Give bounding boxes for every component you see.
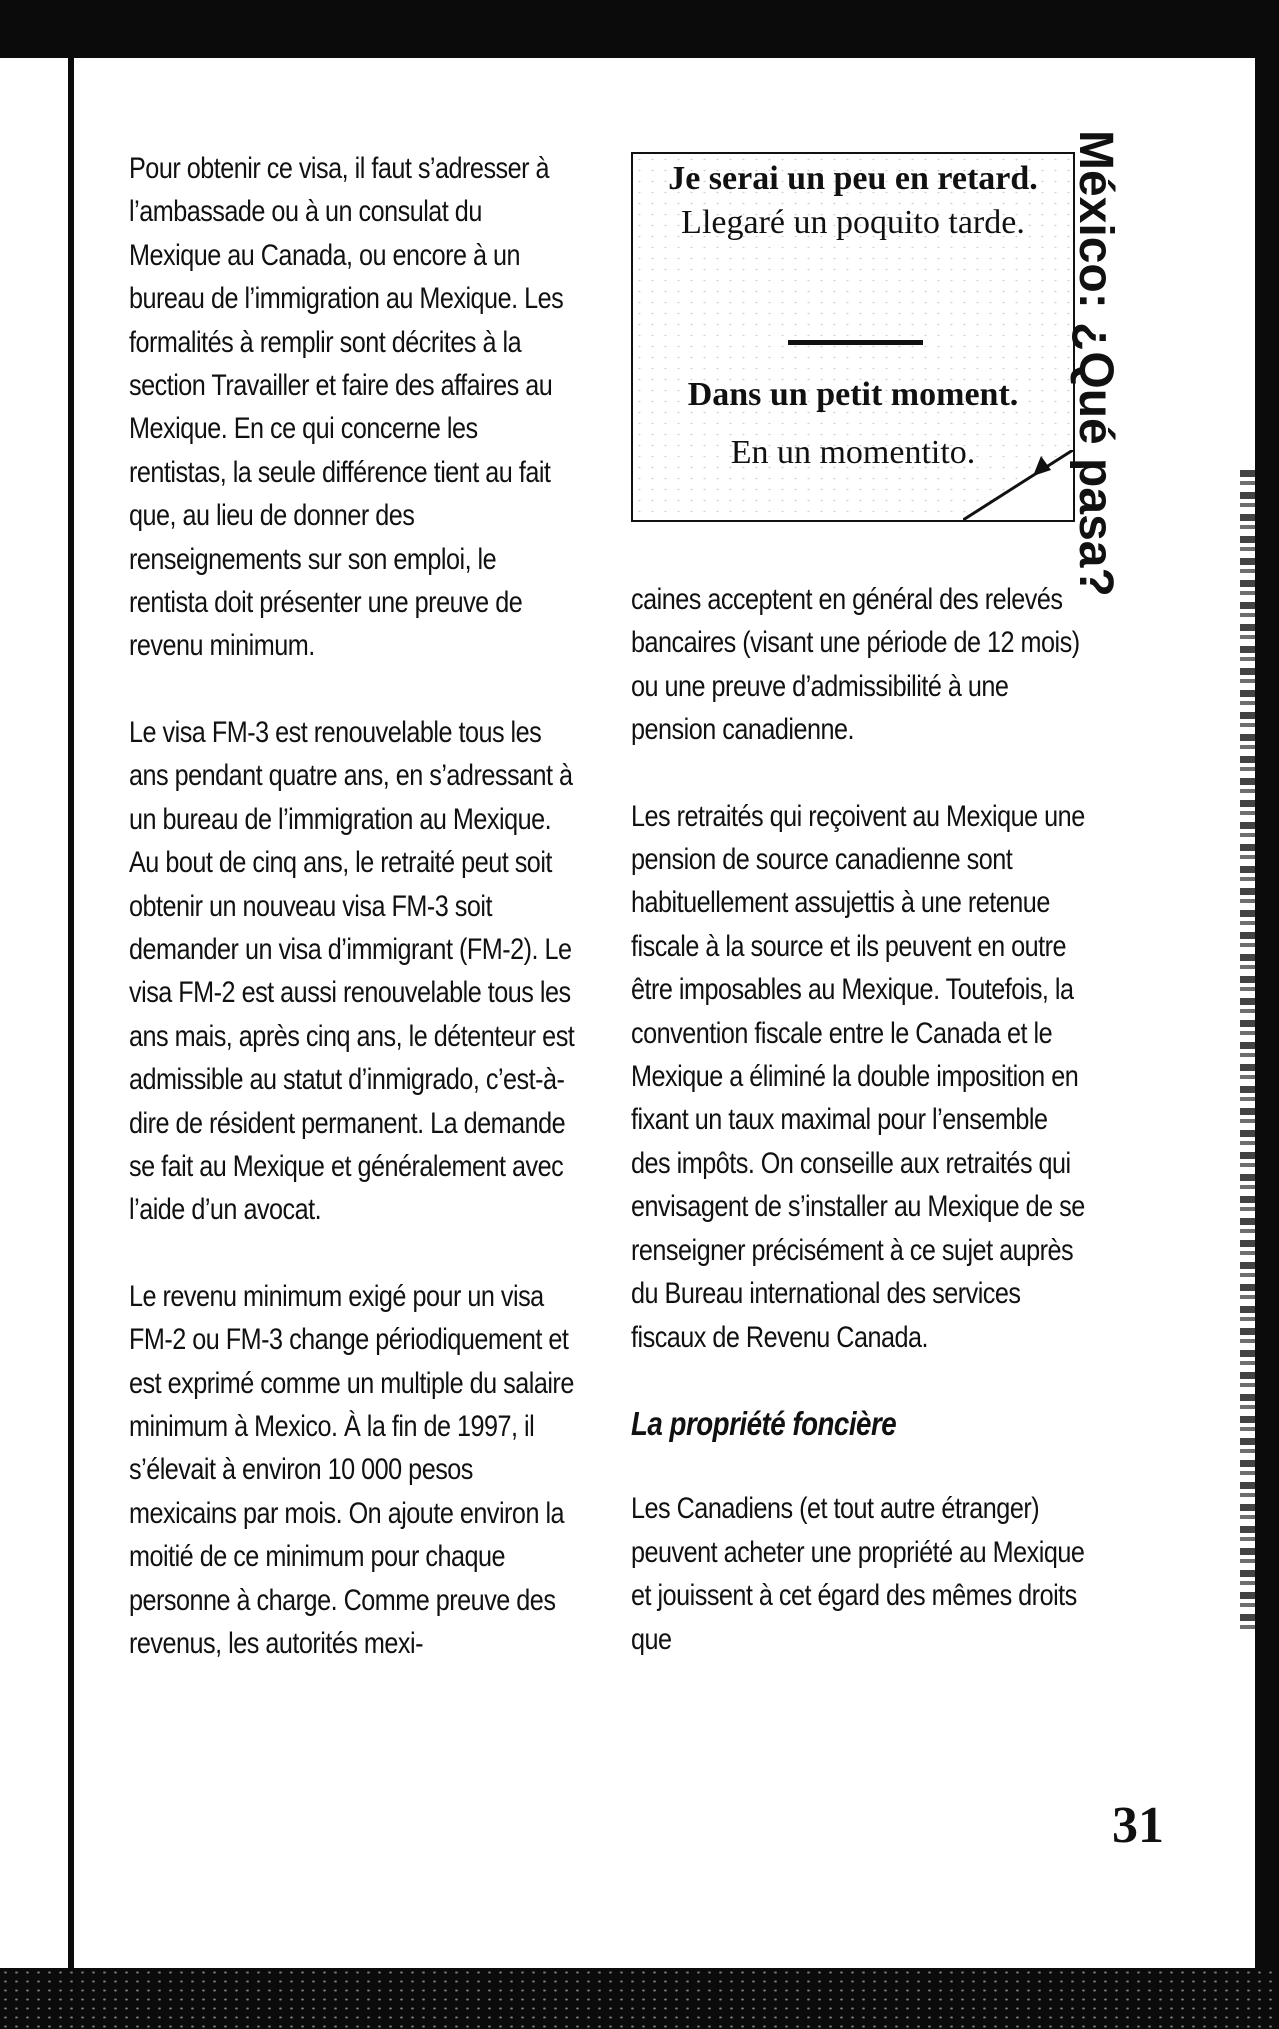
scan-right-border: [1255, 58, 1279, 1968]
page-number: 31: [1112, 1797, 1164, 1854]
phrase-spanish-late: Llegaré un poquito tarde.: [681, 204, 1025, 241]
page-edge-texture: [1240, 470, 1255, 1630]
paragraph-property-rights: Les Canadiens (et tout autre étranger) peuvent acheter une propriété au Mexique et jouissent à cet égard des mêmes droits que: [631, 1492, 1085, 1656]
right-text-column: [631, 578, 1089, 1704]
phrase-box: [631, 152, 1075, 522]
phrase-divider: [788, 340, 923, 345]
phrase-french-late: Je serai un peu en retard.: [668, 160, 1038, 197]
paragraph-pension-tax: Les retraités qui reçoivent au Mexique une pension de source canadienne sont habituellement assujettis à une retenue fiscale à la source et ils peuvent en outre être imposables au Mexique. Toutefois, la convention fiscale entre le Canada et le Mexique a éliminé la double imposition en fixant un taux maximal pour l’ensemble des impôts. On conseille aux retraités qui envisagent de s’installer au Mexique de se renseigner précisément à ce sujet auprès du Bureau international des services fiscaux de Revenu Canada.: [631, 799, 1085, 1354]
left-margin-rule: [68, 58, 74, 1968]
phrase-spanish-moment: En un momentito.: [730, 434, 976, 471]
paragraph-income-proof: caines acceptent en général des relevés bancaires (visant une période de 12 mois) ou une preuve d’admissibilité à une pension canadienne.: [631, 583, 1080, 747]
phrase-french-moment: Dans un petit moment.: [687, 376, 1019, 413]
running-section-title: México: ¿Qué pasa?: [1069, 130, 1122, 597]
page-curl-icon: [963, 450, 1073, 520]
left-text-column: [129, 147, 578, 1708]
paragraph-visa-application: Pour obtenir ce visa, il faut s’adresser à l’ambassade ou à un consulat du Mexique au Canada, ou encore à un bureau de l’immigration au Mexique. Les formalités à remplir sont décrites à la section Travailler et faire des affaires au Mexique. En ce qui concerne les rentistas, la seule différence tient au fait que, au lieu de donner des renseignements sur son emploi, le rentista doit présenter une preuve de revenu minimum.: [129, 152, 564, 663]
section-heading-property: La propriété foncière: [631, 1404, 897, 1442]
scan-top-border: [0, 0, 1279, 58]
paragraph-minimum-income: Le revenu minimum exigé pour un visa FM-2 ou FM-3 change périodiquement et est exprimé comme un multiple du salaire minimum à Mexico. À la fin de 1997, il s’élevait à environ 10 000 pesos mexicains par mois. On ajoute environ la moitié de ce minimum pour chaque personne à charge. Comme preuve des revenus, les autorités mexi-: [129, 1279, 574, 1660]
scan-bottom-border: [0, 1968, 1279, 2029]
paragraph-fm3-renewal: Le visa FM-3 est renouvelable tous les ans pendant quatre ans, en s’adressant à un bureau de l’immigration au Mexique. Au bout de cinq ans, le retraité peut soit obtenir un nouveau visa FM-3 soit demander un visa d’immigrant (FM-2). Le visa FM-2 est aussi renouvelable tous les ans mais, après cinq ans, le détenteur est admissible au statut d’inmigrado, c’est-à-dire de résident permanent. La demande se fait au Mexique et généralement avec l’aide d’un avocat.: [129, 715, 575, 1227]
